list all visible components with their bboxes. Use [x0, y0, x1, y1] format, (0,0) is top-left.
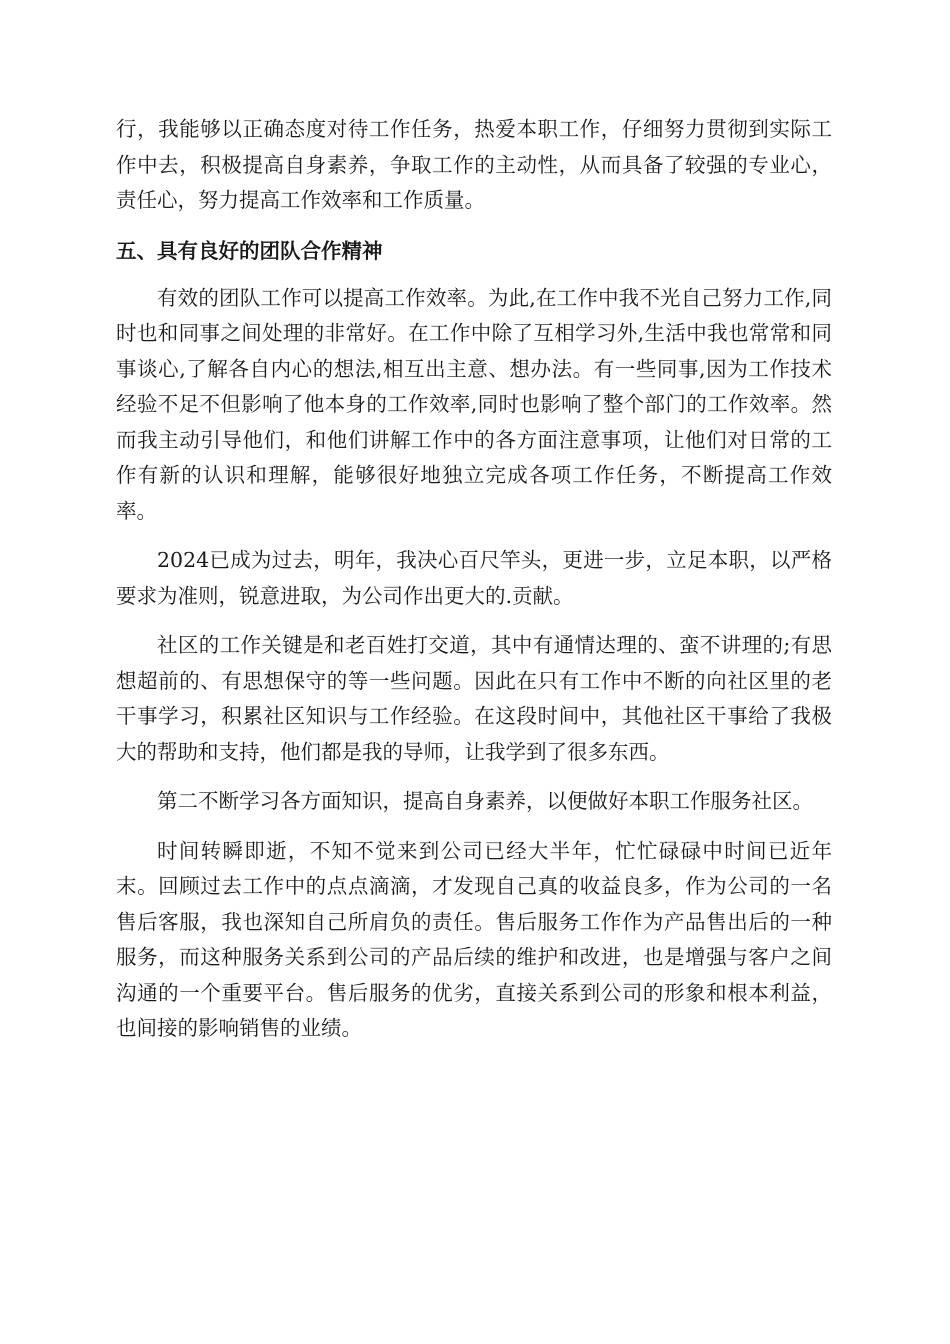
paragraph-learning: 第二不断学习各方面知识，提高自身素养，以便做好本职工作服务社区。 — [157, 789, 813, 813]
paragraph-teamwork: 有效的团队工作可以提高工作效率。为此,在工作中我不光自己努力工作,同时也和同事之间处理的非常好。在工作中除了互相学习外,生活中我也常常和同事谈心,了解各自内心的想法,相互出主意、想办法。有一些同事,因为工作技术经验不足不但影响了他本身的工作效率,同时也影响了整个部门的工作效率。然而我主动引导他们，和他们讲解工作中的各方面注意事项，让他们对日常的工作有新的认识和理解，能够很好地独立完成各项工作任务，不断提高工作效率。 — [116, 285, 832, 523]
section-heading: 五、具有良好的团队合作精神 — [116, 238, 383, 263]
paragraph-continuation: 行，我能够以正确态度对待工作任务，热爱本职工作，仔细努力贯彻到实际工作中去，积极提高自身素养，争取工作的主动性，从而具备了较强的专业心，责任心，努力提高工作效率和工作质量。 — [116, 117, 832, 212]
document-page — [116, 112, 832, 1061]
paragraph-after-sales: 时间转瞬即逝，不知不觉来到公司已经大半年，忙忙碌碌中时间已近年末。回顾过去工作中的点点滴滴，才发现自己真的收益良多，作为公司的一名售后客服，我也深知自己所肩负的责任。售后服务工作作为产品售出后的一种服务，而这种服务关系到公司的产品后续的维护和改进，也是增强与客户之间沟通的一个重要平台。售后服务的优劣，直接关系到公司的形象和根本利益，也间接的影响销售的业绩。 — [116, 838, 832, 1040]
paragraph-community: 社区的工作关键是和老百姓打交道，其中有通情达理的、蛮不讲理的;有思想超前的、有思想保守的等一些问题。因此在只有工作中不断的向社区里的老干事学习，积累社区知识与工作经验。在这段时间中，其他社区干事给了我极大的帮助和支持，他们都是我的导师，让我学到了很多东西。 — [116, 633, 832, 764]
paragraph-year-summary: 2024已成为过去，明年，我决心百尺竿头，更进一步，立足本职，以严格要求为准则，锐意进取，为公司作出更大的.贡献。 — [116, 548, 832, 608]
